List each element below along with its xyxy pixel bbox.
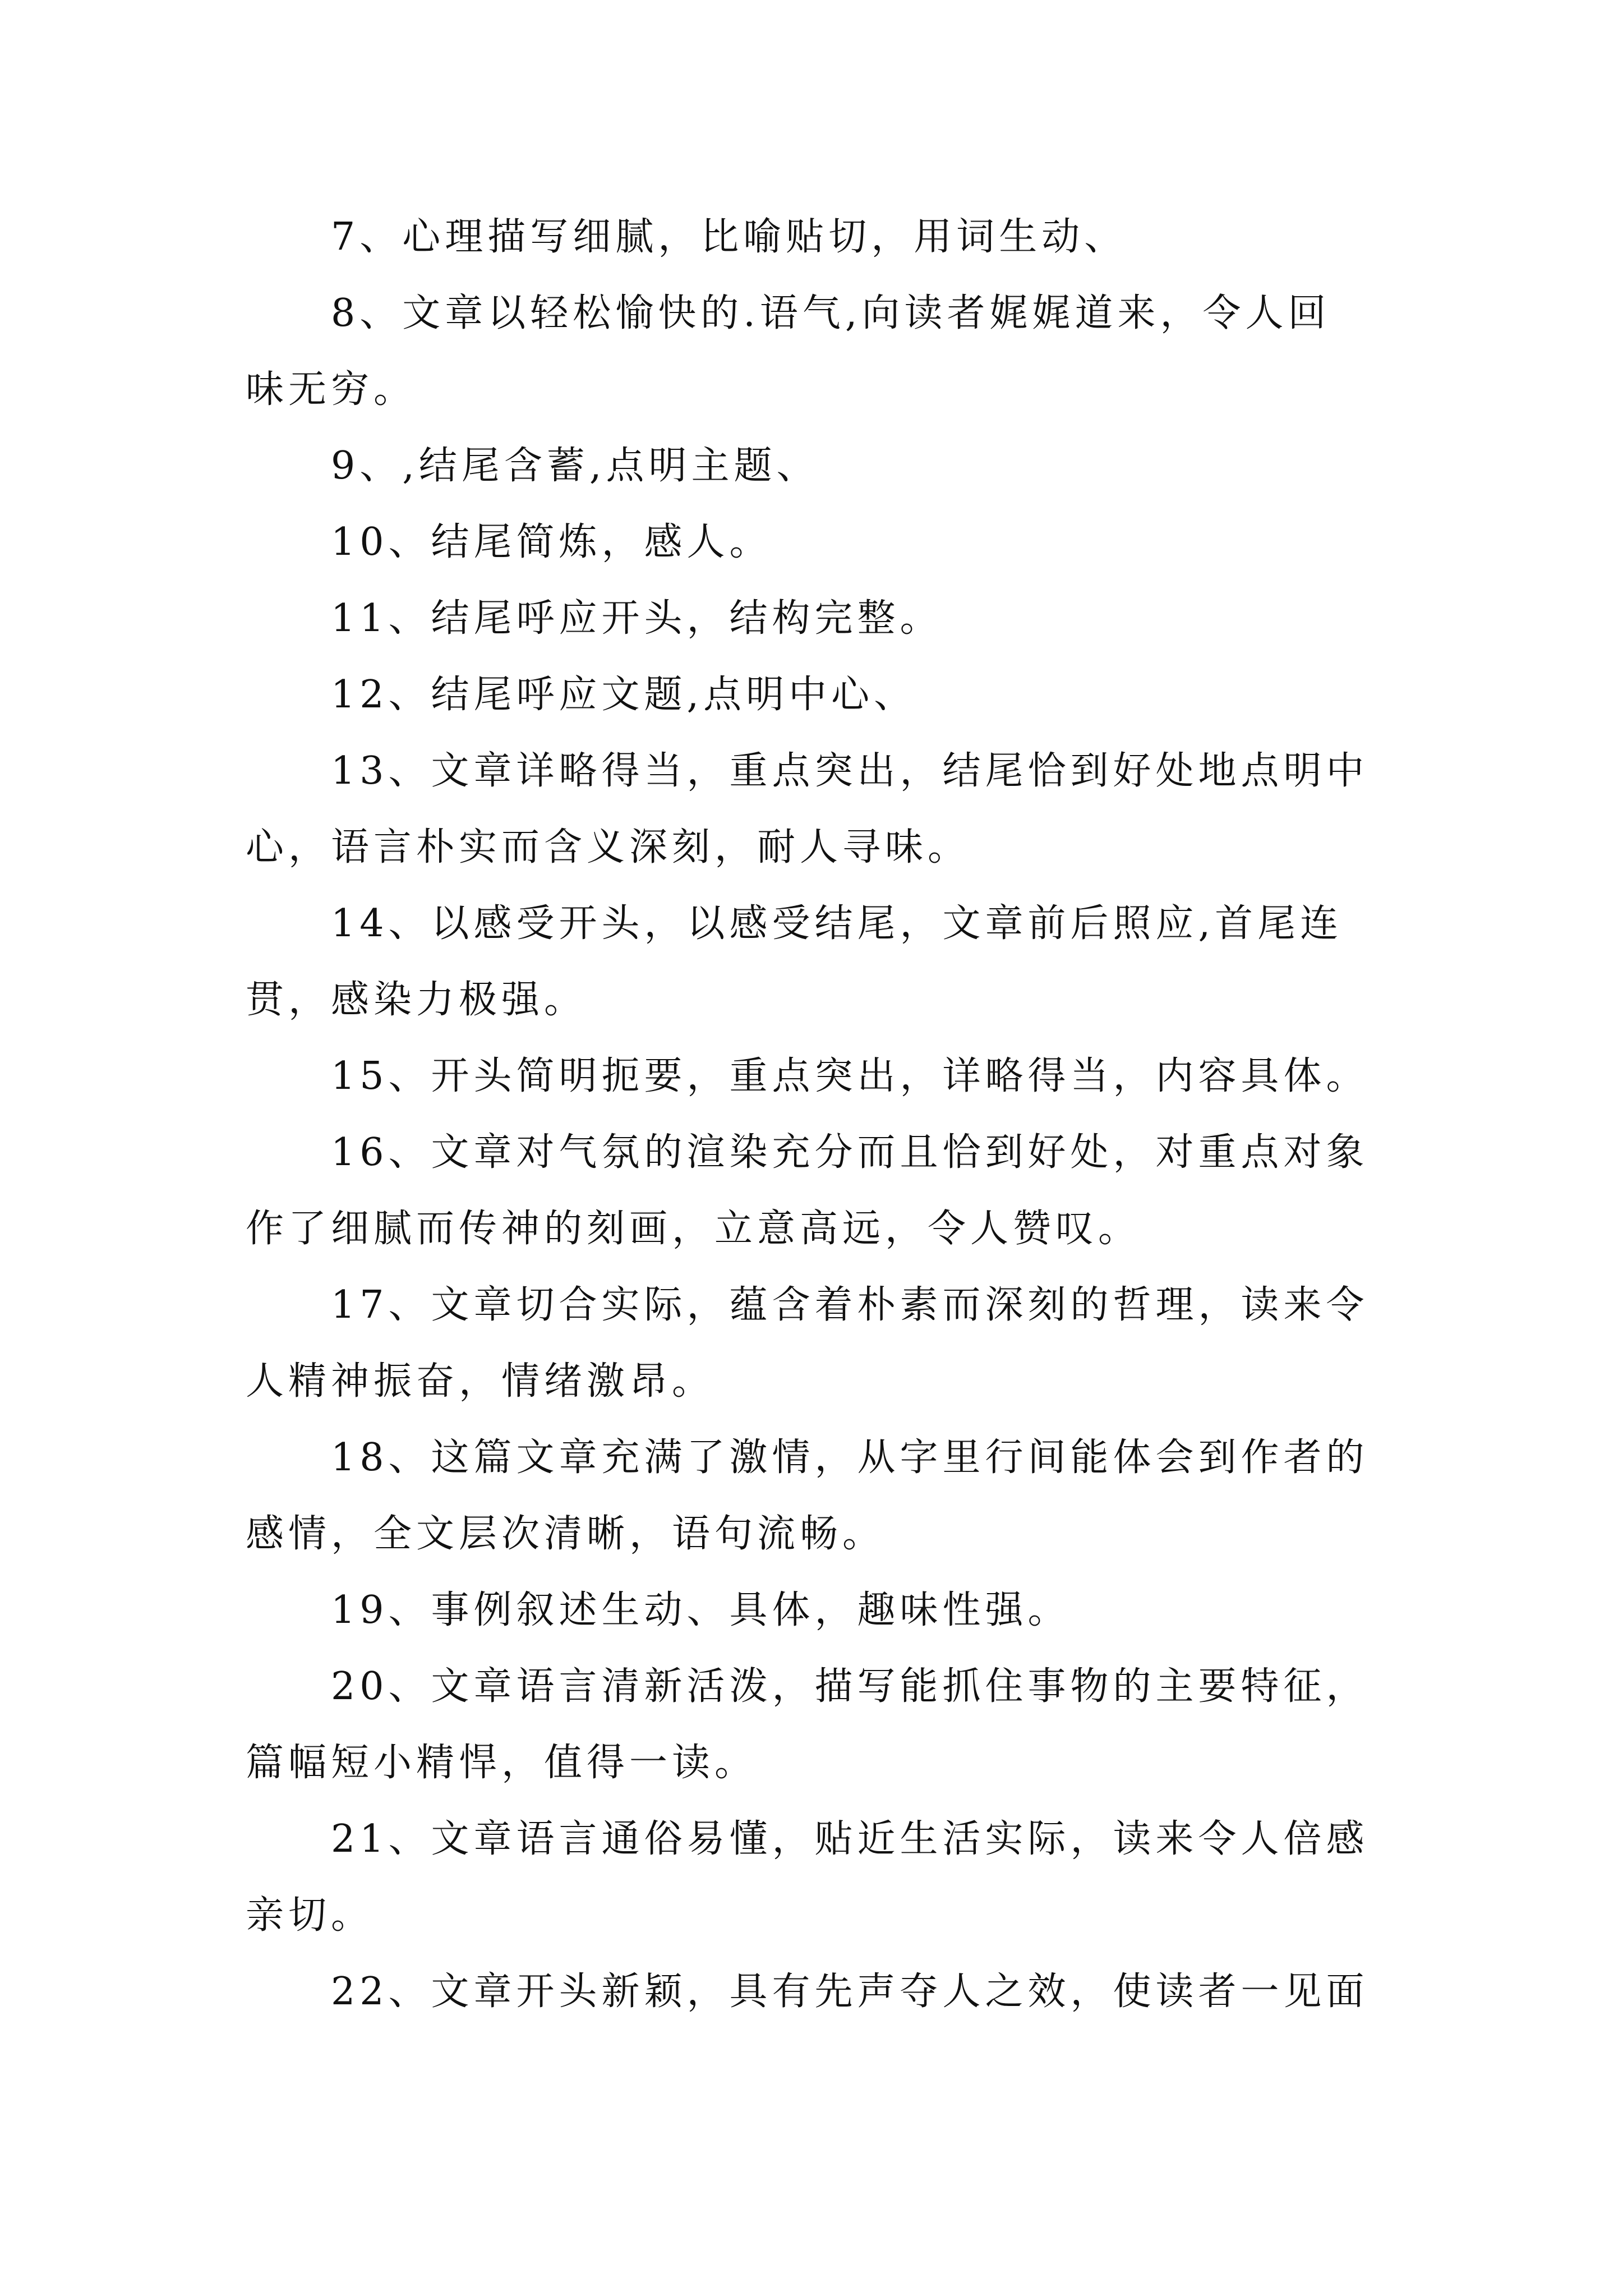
text-line: 19、事例叙述生动、具体，趣味性强。 bbox=[331, 1588, 1071, 1632]
text-line: 作了细腻而传神的刻画，立意高远，令人赞叹。 bbox=[246, 1207, 1141, 1251]
text-line: 心，语言朴实而含义深刻，耐人寻味。 bbox=[246, 825, 971, 869]
text-line: 22、文章开头新颖，具有先声夺人之效，使读者一见面 bbox=[331, 1970, 1369, 2014]
text-line: 9、,结尾含蓄,点明主题、 bbox=[331, 444, 819, 488]
text-line: 感情，全文层次清晰，语句流畅。 bbox=[246, 1512, 886, 1556]
text-line: 17、文章切合实际，蕴含着朴素而深刻的哲理，读来令 bbox=[331, 1283, 1369, 1327]
text-line: 20、文章语言清新活泼，描写能抓住事物的主要特征， bbox=[331, 1664, 1369, 1709]
text-line: 12、结尾呼应文题,点明中心、 bbox=[331, 673, 917, 717]
text-line: 味无穷。 bbox=[246, 367, 417, 412]
text-line: 人精神振奋，情绪激昂。 bbox=[246, 1359, 715, 1404]
text-line: 13、文章详略得当，重点突出，结尾恰到好处地点明中 bbox=[331, 749, 1369, 793]
document-body bbox=[246, 199, 1395, 2030]
text-line: 贯，感染力极强。 bbox=[246, 978, 587, 1022]
text-line: 8、文章以轻松愉快的.语气,向读者娓娓道来，令人回 bbox=[331, 291, 1331, 335]
text-line: 11、结尾呼应开头，结构完整。 bbox=[331, 596, 943, 641]
text-line: 18、这篇文章充满了激情，从字里行间能体会到作者的 bbox=[331, 1435, 1369, 1480]
text-line: 亲切。 bbox=[246, 1893, 374, 1938]
text-line: 10、结尾简炼，感人。 bbox=[331, 520, 772, 564]
text-line: 15、开头简明扼要，重点突出，详略得当，内容具体。 bbox=[331, 1054, 1369, 1098]
text-line: 21、文章语言通俗易懂，贴近生活实际，读来令人倍感 bbox=[331, 1817, 1369, 1861]
text-line: 16、文章对气氛的渲染充分而且恰到好处，对重点对象 bbox=[331, 1130, 1369, 1175]
text-line: 篇幅短小精悍，值得一读。 bbox=[246, 1741, 758, 1785]
text-line: 14、以感受开头，以感受结尾，文章前后照应,首尾连 bbox=[331, 901, 1343, 946]
text-line: 7、心理描写细腻，比喻贴切，用词生动、 bbox=[331, 215, 1127, 259]
